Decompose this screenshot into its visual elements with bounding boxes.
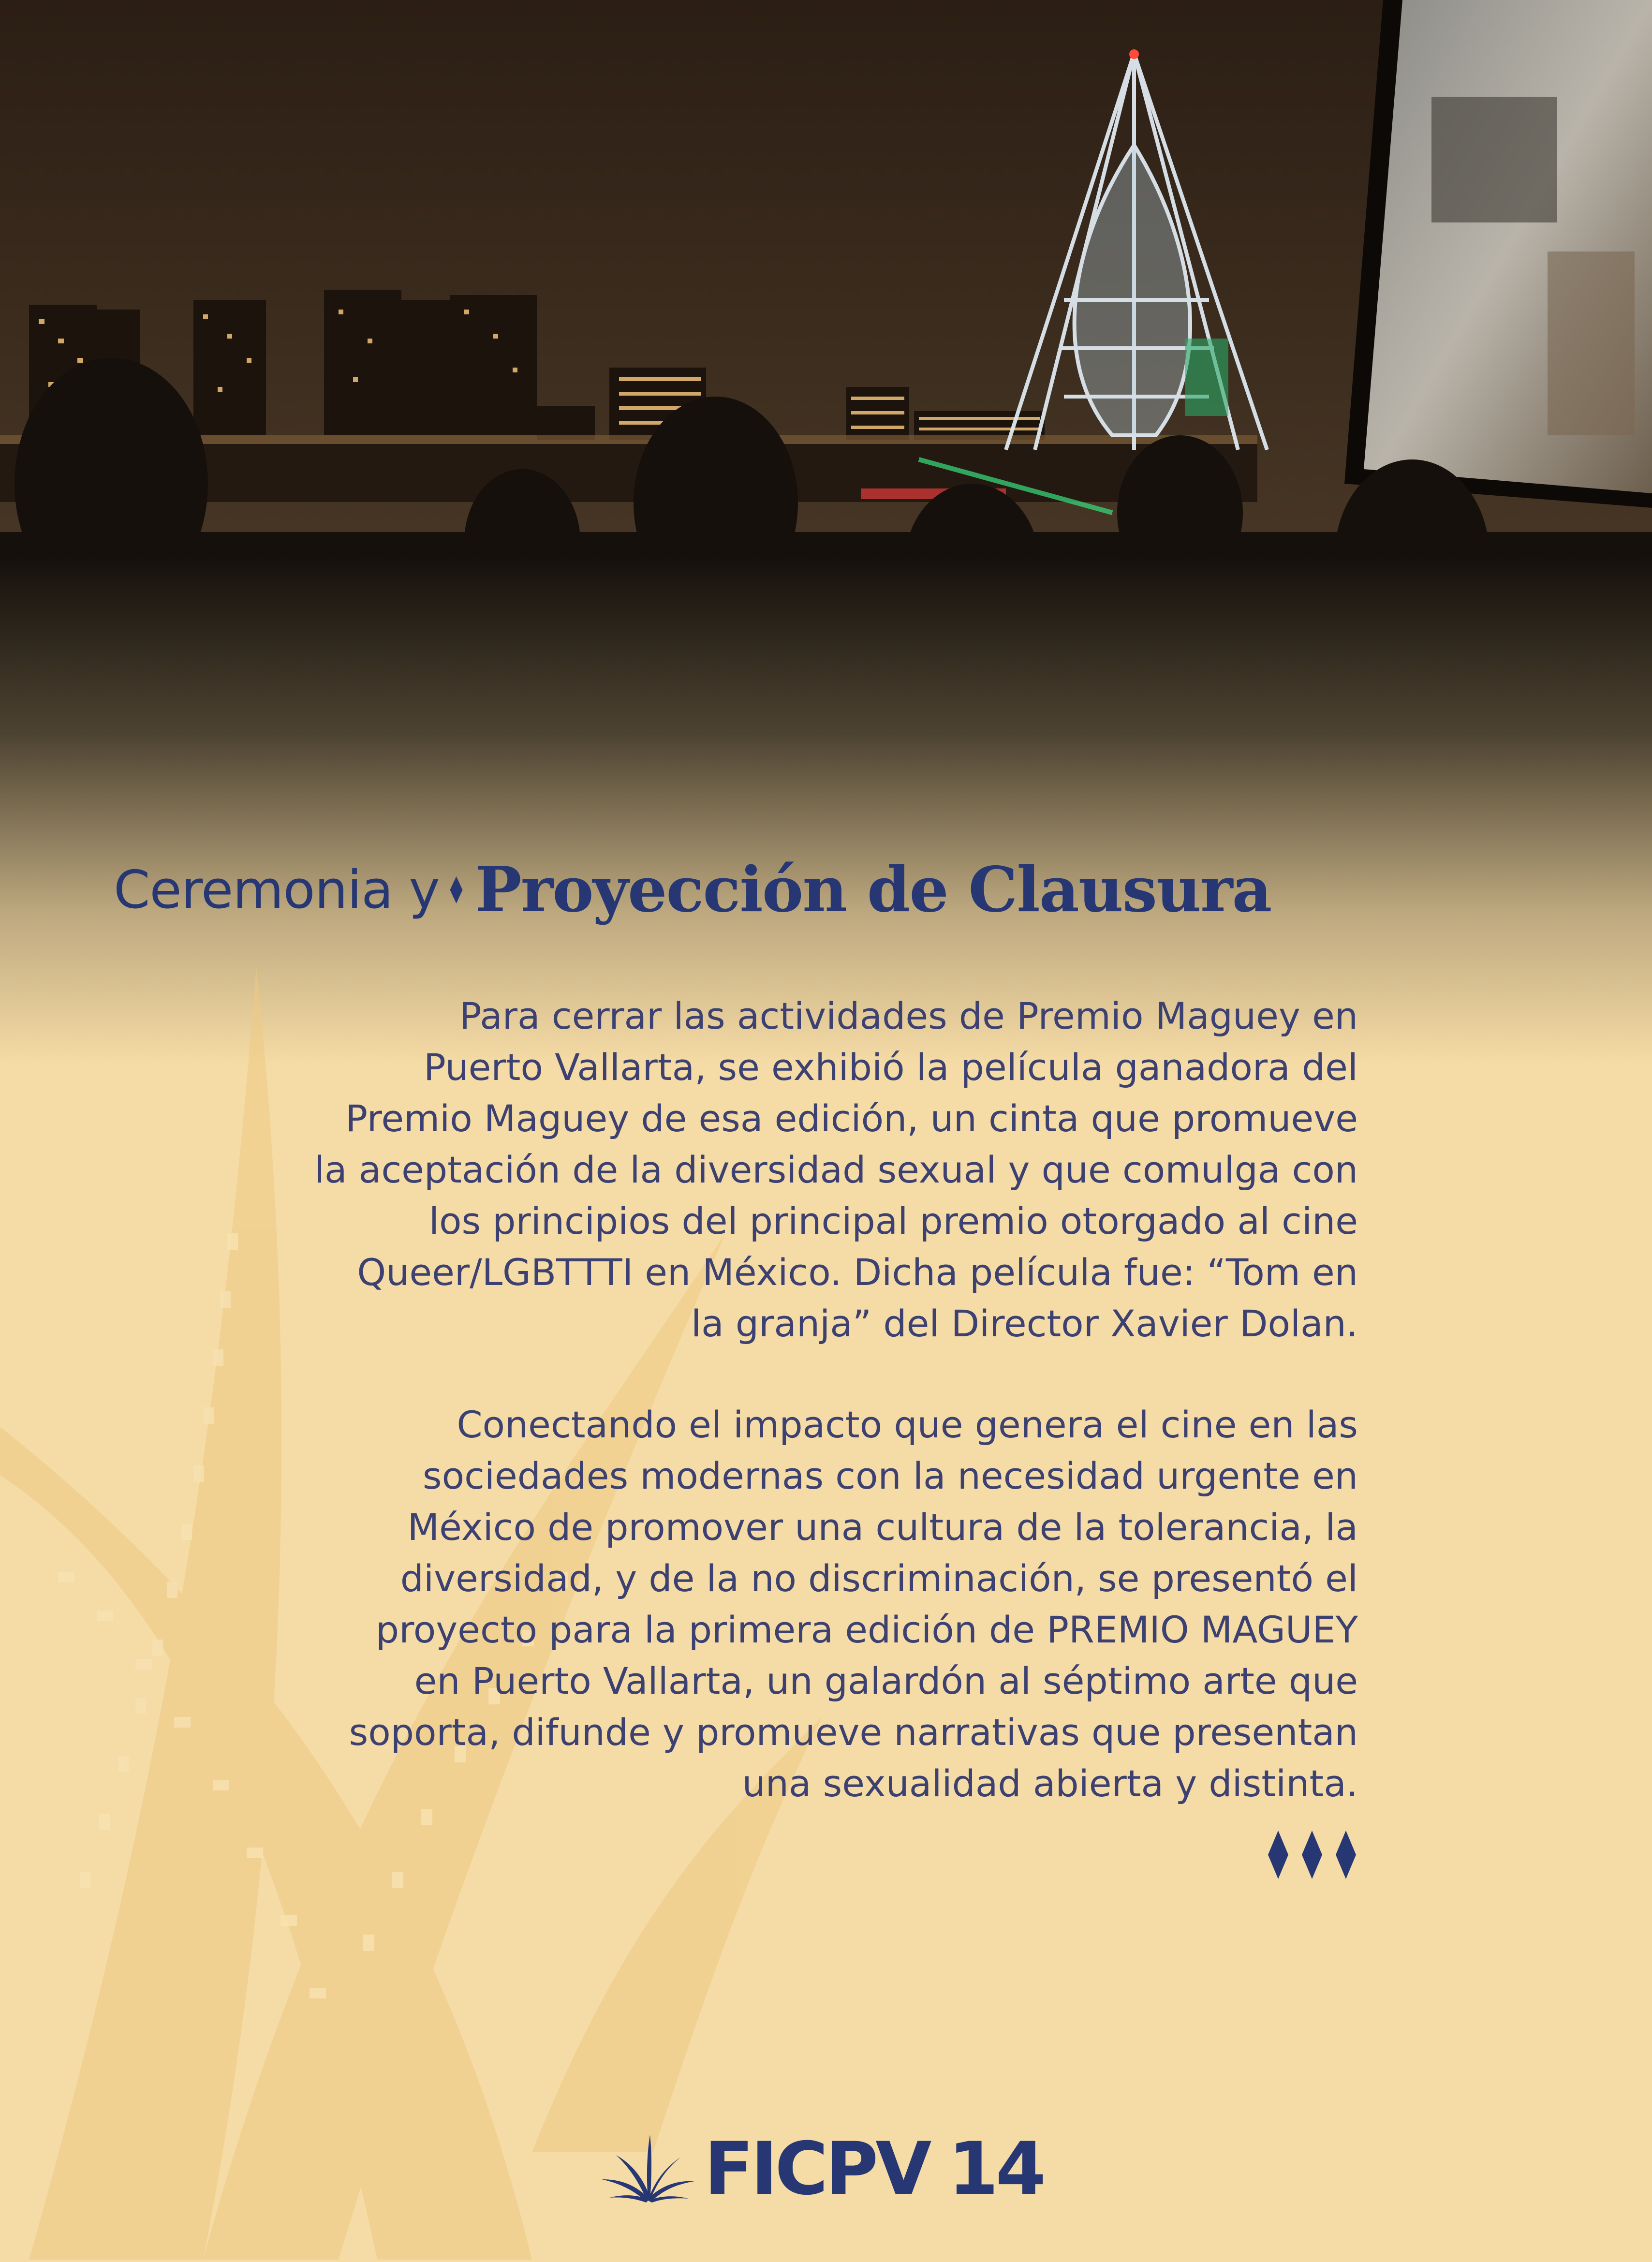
logo-text: FICPV: [704, 2127, 929, 2211]
text-line: Conectando el impacto que genera el cine en las: [457, 1403, 1358, 1446]
text-line: Puerto Vallarta, se exhibió la película ganadora del: [424, 1046, 1358, 1089]
logo-number: 14: [948, 2127, 1044, 2211]
title-bold: Proyección de Clausura: [475, 854, 1271, 926]
text-line: la aceptación de la diversidad sexual y que comulga con: [314, 1148, 1358, 1191]
text-line: la granja” del Director Xavier Dolan.: [691, 1302, 1358, 1345]
text-line: proyecto para la primera edición de PREMIO MAGUEY: [375, 1608, 1358, 1651]
diamond-icon: [1302, 1831, 1322, 1879]
paragraph-2: [221, 1399, 1358, 1809]
text-line: sociedades modernas con la necesidad urgente en: [423, 1454, 1358, 1497]
text-line: soporta, difunde y promueve narrativas que presentan: [349, 1711, 1358, 1754]
text-line: diversidad, y de la no discriminación, se presentó el: [400, 1557, 1358, 1600]
agave-icon: [600, 2133, 696, 2205]
text-line: Premio Maguey de esa edición, un cinta que promueve: [345, 1097, 1358, 1140]
text-line: en Puerto Vallarta, un galardón al séptimo arte que: [414, 1659, 1358, 1702]
paragraph-1: [221, 991, 1358, 1349]
diamond-icon: [1336, 1831, 1356, 1879]
text-line: Queer/LGBTTTI en México. Dicha película fue: “Tom en: [357, 1251, 1358, 1294]
diamond-icon: [1268, 1831, 1288, 1879]
text-line: una sexualidad abierta y distinta.: [742, 1762, 1358, 1805]
text-line: los principios del principal premio otorgado al cine: [428, 1199, 1358, 1242]
diamond-icon: [450, 876, 463, 903]
ficpv-logo: [600, 2127, 1044, 2211]
title-light: Ceremonia y: [114, 859, 440, 920]
diamond-ornament: [1268, 1828, 1360, 1881]
text-line: México de promover una cultura de la tolerancia, la: [407, 1506, 1358, 1549]
section-title: [114, 851, 1564, 929]
text-line: Para cerrar las actividades de Premio Maguey en: [459, 994, 1358, 1037]
